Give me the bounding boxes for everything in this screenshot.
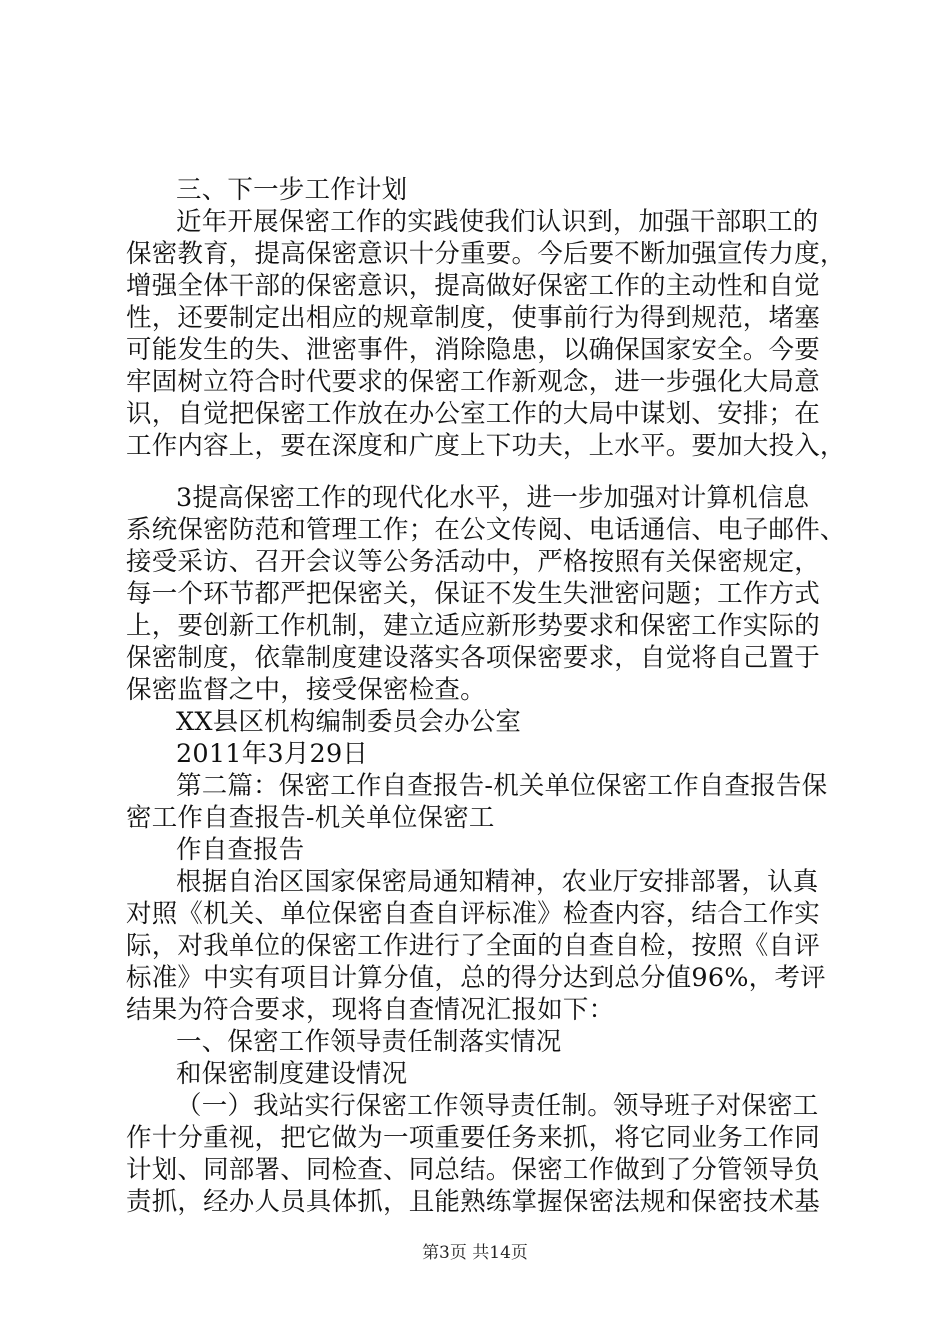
paragraph-line: 上，要创新工作机制，建立适应新形势要求和保密工作实际的	[126, 611, 820, 641]
paragraph-line: 接受采访、召开会议等公务活动中，严格按照有关保密规定，	[126, 547, 820, 577]
paragraph-line: 识，自觉把保密工作放在办公室工作的大局中谋划、安排；在	[126, 399, 820, 429]
page-number-footer: 第3页 共14页	[422, 1243, 528, 1263]
paragraph-line: 结果为符合要求，现将自查情况汇报如下：	[126, 995, 615, 1025]
paragraph-line: 每一个环节都严把保密关，保证不发生失泄密问题；工作方式	[126, 579, 820, 609]
paragraph-line: 可能发生的失、泄密事件，消除隐患，以确保国家安全。今要	[126, 335, 820, 365]
paragraph-line: 工作内容上，要在深度和广度上下功夫，上水平。要加大投入，	[126, 431, 846, 461]
paragraph-line: 对照《机关、单位保密自查自评标准》检查内容，结合工作实	[126, 899, 820, 929]
signature-date: 2011年3月29日	[176, 739, 369, 769]
paragraph-line: 计划、同部署、同检查、同总结。保密工作做到了分管领导负	[126, 1155, 820, 1185]
paragraph-line: 牢固树立符合时代要求的保密工作新观念，进一步强化大局意	[126, 367, 820, 397]
paragraph-line: 3提高保密工作的现代化水平，进一步加强对计算机信息	[176, 483, 810, 513]
paragraph-line: 保密监督之中，接受保密检查。	[126, 675, 486, 705]
paragraph-line: 际，对我单位的保密工作进行了全面的自查自检，按照《自评	[126, 931, 820, 961]
paragraph-line: 保密制度，依靠制度建设落实各项保密要求，自觉将自己置于	[126, 643, 820, 673]
paragraph-line: 根据自治区国家保密局通知精神，农业厅安排部署，认真	[176, 867, 819, 897]
section-heading: 一、保密工作领导责任制落实情况	[176, 1027, 562, 1057]
paragraph-line: 性，还要制定出相应的规章制度，使事前行为得到规范，堵塞	[126, 303, 820, 333]
paragraph-line: 责抓，经办人员具体抓，且能熟练掌握保密法规和保密技术基	[126, 1187, 820, 1217]
paragraph-line: 系统保密防范和管理工作；在公文传阅、电话通信、电子邮件、	[126, 515, 846, 545]
paragraph-line: 保密教育，提高保密意识十分重要。今后要不断加强宣传力度，	[126, 239, 846, 269]
part-title: 密工作自查报告-机关单位保密工	[126, 803, 495, 833]
part-title: 第二篇：保密工作自查报告-机关单位保密工作自查报告保	[176, 771, 828, 801]
signature-organization: XX县区机构编制委员会办公室	[176, 707, 522, 737]
paragraph-line: 标准》中实有项目计算分值，总的得分达到总分值96%，考评	[126, 963, 826, 993]
section-heading: 三、下一步工作计划	[176, 175, 408, 205]
paragraph-line: 增强全体干部的保密意识，提高做好保密工作的主动性和自觉	[126, 271, 820, 301]
paragraph-line: 近年开展保密工作的实践使我们认识到，加强干部职工的	[176, 207, 819, 237]
paragraph-line: （一）我站实行保密工作领导责任制。领导班子对保密工	[176, 1091, 819, 1121]
part-title: 作自查报告	[176, 835, 305, 865]
section-heading: 和保密制度建设情况	[176, 1059, 408, 1089]
paragraph-line: 作十分重视，把它做为一项重要任务来抓，将它同业务工作同	[126, 1123, 820, 1153]
